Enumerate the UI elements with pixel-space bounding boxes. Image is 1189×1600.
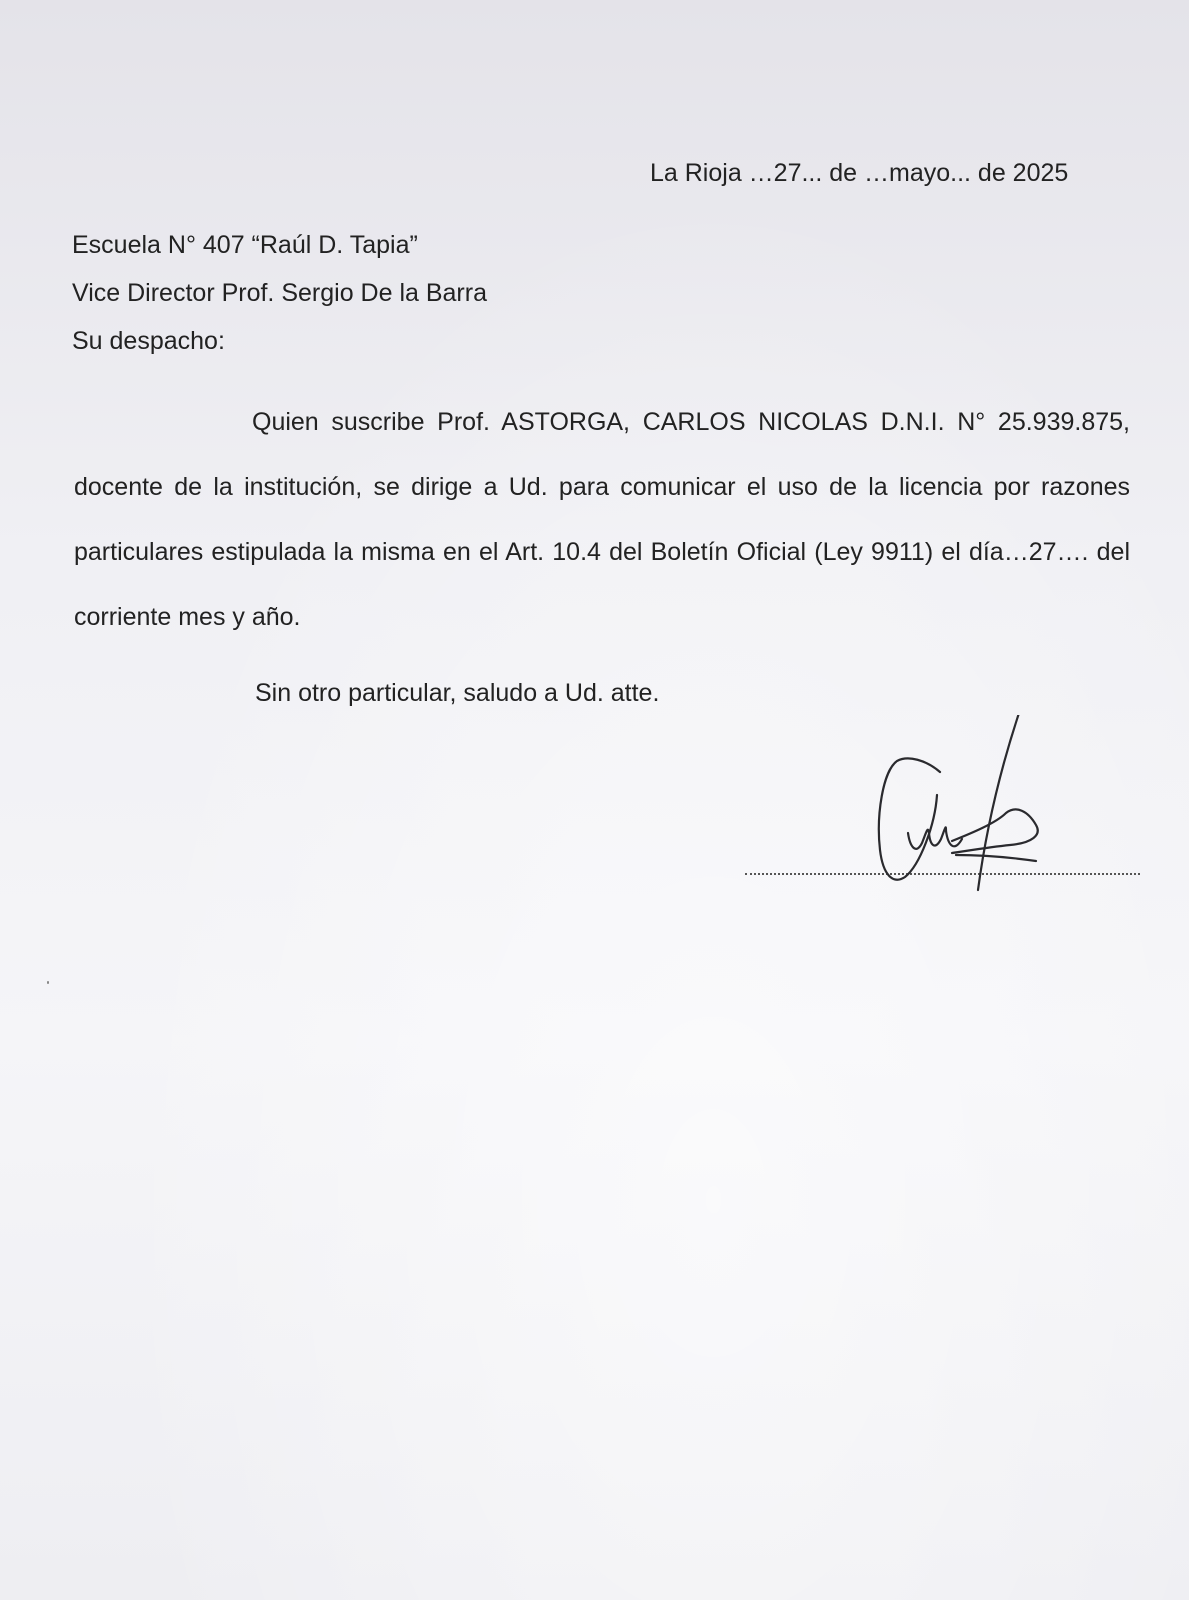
- signature-icon: [740, 715, 1140, 915]
- recipient-office: Su despacho:: [72, 327, 225, 355]
- recipient-school: Escuela N° 407 “Raúl D. Tapia”: [72, 231, 418, 259]
- paper-speck: [47, 981, 49, 984]
- closing-line: Sin otro particular, saludo a Ud. atte.: [255, 679, 660, 707]
- date-line: La Rioja …27... de …mayo... de 2025: [650, 159, 1069, 187]
- recipient-addressee: Vice Director Prof. Sergio De la Barra: [72, 279, 487, 307]
- letter-body: Quien suscribe Prof. ASTORGA, CARLOS NICOLAS D.N.I. N° 25.939.875, docente de la institución, se dirige a Ud. para comunicar el uso de la licencia por razones particulares estipulada la misma en el Art. 10.4 del Boletín Oficial (Ley 9911) el día…27…. del corriente mes y año.: [74, 408, 1130, 631]
